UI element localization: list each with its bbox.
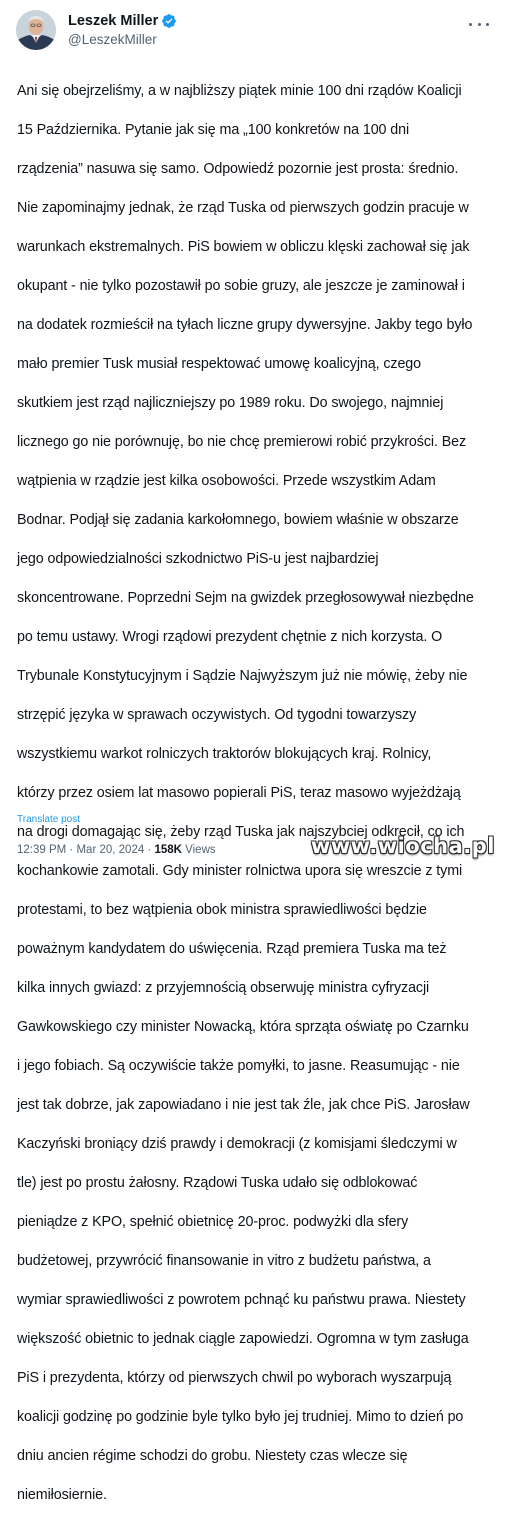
post-line: protestami, to bez wątpienia obok ministra sprawiedliwości będzie (17, 901, 427, 918)
post-line: PiS i prezydenta, którzy od pierwszych chwil po wyborach wyszarpują (17, 1369, 452, 1386)
post-line: budżetowej, przywrócić finansowanie in vitro z budżetu państwa, a (17, 1252, 431, 1269)
post-line: kochankowie zamotali. Gdy minister rolnictwa upora się wreszcie z tymi (17, 862, 463, 879)
post-line: wszystkiemu warkot rolniczych traktorów blokujących kraj. Rolnicy, (17, 745, 432, 762)
post-line: mało premier Tusk musiał respektować umowę koalicyjną, czego (17, 355, 422, 372)
translate-post-link[interactable]: Translate post (17, 814, 80, 825)
post-line: warunkach ekstremalnych. PiS bowiem w obliczu klęski zachował się jak (17, 238, 470, 255)
post-line: Kaczyński broniący dziś prawdy i demokracji (z komisjami śledczymi w (17, 1135, 457, 1152)
post-line: wątpienia w rządzie jest kilka osobowości. Przede wszystkim Adam (17, 472, 436, 489)
post-line: po temu ustawy. Wrogi rządowi prezydent chętnie z nich korzysta. O (17, 628, 443, 645)
more-dot (469, 23, 472, 26)
post-date[interactable]: Mar 20, 2024 (76, 844, 145, 856)
views-label: Views (181, 844, 216, 856)
meta-separator: · (144, 844, 155, 856)
post-line: niemiłosiernie. (17, 1486, 107, 1503)
post-line: Bodnar. Podjął się zadania karkołomnego, bowiem właśnie w obszarze (17, 511, 459, 528)
verified-badge-icon[interactable] (161, 13, 177, 29)
post-line: okupant - nie tylko pozostawił po sobie gruzy, ale jeszcze je zaminował i (17, 277, 465, 294)
avatar-portrait-icon (16, 10, 56, 50)
post-line: pieniądze z KPO, spełnić obietnicę 20-proc. podwyżki dla sfery (17, 1213, 409, 1230)
post-line: na drogi domagając się, żeby rząd Tuska jak najszybciej odkręcił, co ich (17, 823, 465, 840)
post-line: poważnym kandydatem do uświęcenia. Rząd premiera Tuska ma też (17, 940, 447, 957)
post-time[interactable]: 12:39 PM (17, 844, 67, 856)
site-watermark: www.wiocha.pl (310, 834, 495, 858)
post-line: jest tak dobrze, jak zapowiadano i nie jest tak źle, jak chce PiS. Jarosław (17, 1096, 470, 1113)
author-avatar[interactable] (16, 10, 56, 50)
post-line: kilka innych gwiazd: z przyjemnością obserwuję ministra cyfryzacji (17, 979, 430, 996)
post-meta (17, 843, 216, 858)
more-dot (486, 23, 489, 26)
views-count[interactable]: 158K (154, 844, 182, 856)
post-line: skoncentrowane. Poprzedni Sejm na gwizdek przegłosowywał niezbędne (17, 589, 474, 606)
post-line: tle) jest po prostu żałosny. Rządowi Tuska udało się odblokować (17, 1174, 418, 1191)
post-line: Nie zapominajmy jednak, że rząd Tuska od pierwszych godzin pracuje w (17, 199, 469, 216)
post-line: rządzenia” nasuwa się samo. Odpowiedź pozornie jest prosta: średnio. (17, 160, 459, 177)
post-header (16, 10, 491, 54)
author-display-name[interactable]: Leszek Miller (68, 13, 159, 29)
author-name-row (68, 12, 177, 30)
author-handle[interactable]: @LeszekMiller (68, 32, 157, 47)
post-line: licznego go nie porównuję, bo nie chcę premierowi robić przykrości. Bez (17, 433, 467, 450)
author-names (68, 12, 177, 49)
post-line: którzy przez osiem lat masowo popierali PiS, teraz masowo wyjeżdżają (17, 784, 461, 801)
post-line: Trybunale Konstytucyjnym i Sądzie Najwyższym już nie mówię, żeby nie (17, 667, 468, 684)
post-line: strzępić języka w sprawach oczywistych. Od tygodni towarzyszy (17, 706, 417, 723)
post-line: wymiar sprawiedliwości z powrotem pchnąć ku państwu prawa. Niestety (17, 1291, 466, 1308)
post-text (17, 62, 495, 1525)
post-line: na dodatek rozmieścił na tyłach liczne grupy dywersyjne. Jakby tego było (17, 316, 473, 333)
post-line: większość obietnic to jednak ciągle zapowiedzi. Ogromna w tym zasługa (17, 1330, 469, 1347)
post-line: Ani się obejrzeliśmy, a w najbliższy piątek minie 100 dni rządów Koalicji (17, 82, 462, 99)
post-line: Gawkowskiego czy minister Nowacką, która sprząta oświatę po Czarnku (17, 1018, 469, 1035)
post-line: jego odpowiedzialności szkodnictwo PiS-u jest najbardziej (17, 550, 379, 567)
more-options-icon[interactable] (469, 16, 489, 32)
post-line: i jego fobiach. Są oczywiście także pomyłki, to jasne. Reasumując - nie (17, 1057, 460, 1074)
more-dot (478, 23, 481, 26)
post-line: skutkiem jest rząd najliczniejszy po 1989 roku. Do swojego, najmniej (17, 394, 444, 411)
post-line: koalicji godzinę po godzinie byle tylko było jej trudniej. Mimo to dzień po (17, 1408, 464, 1425)
meta-separator: · (66, 844, 77, 856)
post-line: dniu ancien régime schodzi do grobu. Niestety czas wlecze się (17, 1447, 408, 1464)
post-line: 15 Października. Pytanie jak się ma „100 konkretów na 100 dni (17, 121, 410, 138)
